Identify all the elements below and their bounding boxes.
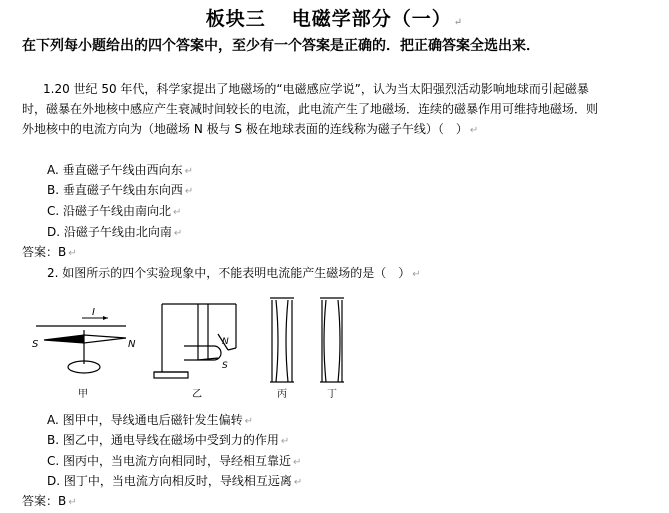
figure-label-yi: 乙 [192,389,202,400]
title-topic: 电磁学部分（一） [291,8,452,30]
q1-option-a: A. 垂直磁子午线由西向东 ↵ [47,163,194,177]
figure-bing [270,298,294,382]
q2-answer: 答案：B ↵ [22,494,77,508]
figure-label-ding: 丁 [327,389,337,400]
current-label: I [92,307,95,318]
north-label-b: N [222,337,229,347]
q2-option-c: C. 图丙中，当电流方向相同时，导经相互靠近 ↵ [47,454,302,468]
q1-answer: 答案：B ↵ [22,245,77,259]
north-label: N [128,339,136,350]
q1-option-d: D. 沿磁子午线由北向南 ↵ [47,225,183,239]
question-2-text: 2. 如图所示的四个实验现象中，不能表明电流能产生磁场的是（ ） ↵ [47,266,421,280]
compass-needle-north [84,335,126,343]
compass-needle-south [44,335,84,343]
page-title [0,4,669,31]
south-label-b: S [222,361,228,371]
figure-label-jia: 甲 [78,389,88,400]
figure-ding [320,298,344,382]
q1-option-b: B. 垂直磁子午线由东向西 ↵ [47,183,194,197]
q2-option-b: B. 图乙中，通电导线在磁场中受到力的作用 ↵ [47,433,290,447]
paragraph-mark-icon: ↵ [453,17,464,28]
question-1-text: 1.20 世纪 50 年代，科学家提出了地磁场的“电磁感应学说”，认为当太阳强烈活动影响地球而引起磁暴时，磁暴在外地核中感应产生衰减时间较长的电流，此电流产生了地磁场．连续的磁暴作用可维持地磁场．则外地核中的电流方向为（地磁场 N 极与 S 极在地球表面的连线称为磁子午线）（ ） ↵ [22,82,599,136]
figure-label-bing: 丙 [277,389,287,400]
q2-option-d: D. 图丁中，当电流方向相反时，导线相互远离 ↵ [47,474,303,488]
south-label: S [32,339,39,350]
experiment-figure [22,290,360,402]
current-arrow-icon [103,316,108,320]
title-block: 板块三 [205,8,266,30]
q1-option-c: C. 沿磁子午线由南向北 ↵ [47,204,182,218]
figure-jia [36,316,126,373]
q2-option-a: A. 图甲中，导线通电后磁针发生偏转 ↵ [47,413,254,427]
instruction-text: 在下列每小题给出的四个答案中，至少有一个答案是正确的．把正确答案全选出来． [22,38,540,54]
